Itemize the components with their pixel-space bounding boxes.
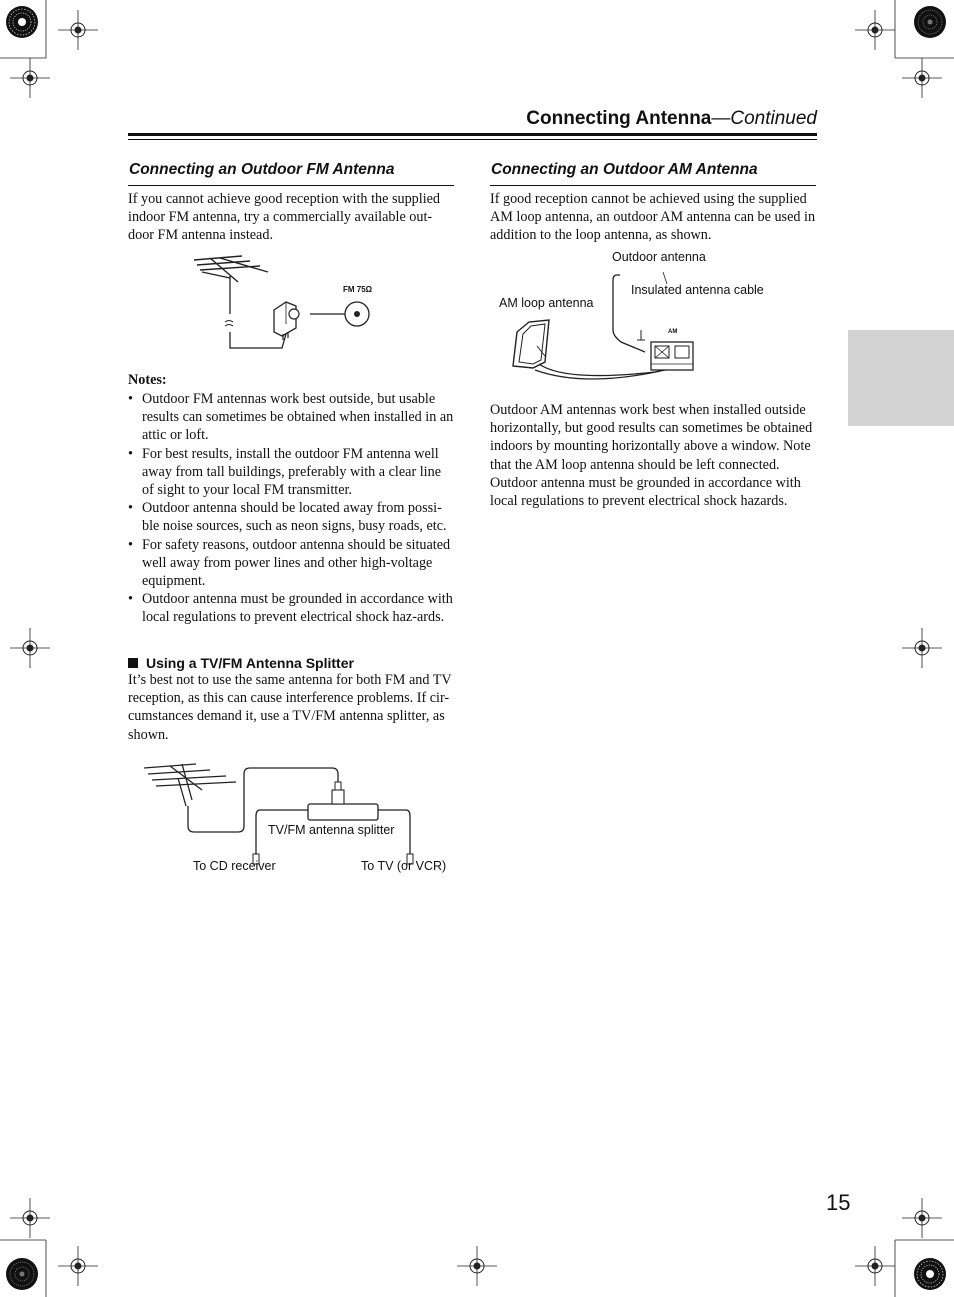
page-number: 15 <box>826 1190 851 1215</box>
section-side-tab <box>848 330 954 426</box>
header-rule-thin <box>128 139 817 140</box>
am-section-title: Connecting an Outdoor AM Antenna <box>491 161 758 178</box>
header-continued: —Continued <box>711 108 817 129</box>
fm-section-rule <box>128 185 454 186</box>
splitter-diagram <box>140 760 430 865</box>
splitter-heading <box>128 655 354 671</box>
notes-heading: Notes: <box>128 372 167 388</box>
page-header <box>0 108 817 130</box>
splitter-text: It’s best not to use the same antenna for both FM and TV reception, as this can cause interference problems. If cir-cumstances demand it, use a TV/FM antenna splitter, as shown. <box>128 672 452 743</box>
am-loop-label: AM loop antenna <box>499 296 594 310</box>
note-item: • For safety reasons, outdoor antenna should be situated well away from power lines and other high-voltage equipment. <box>128 536 456 591</box>
am-body-text: Outdoor AM antennas work best when installed outside horizontally, but good results can sometimes be obtained indoors by mounting horizontally above a window. Note that the AM loop antenna should be left connected. Outdoor antenna must be grounded in accordance with local regulations to prevent electrical shock hazards. <box>490 402 813 510</box>
note-item: • Outdoor FM antennas work best outside, but usable results can sometimes be obtained when installed in an attic or loft. <box>128 390 456 445</box>
splitter-heading-text: Using a TV/FM Antenna Splitter <box>146 655 354 671</box>
note-item: • For best results, install the outdoor FM antenna well away from tall buildings, preferably with a clear line of sight to your local FM transmitter. <box>128 445 456 500</box>
notes-list <box>128 390 456 627</box>
am-terminal-label: AM <box>668 329 678 335</box>
square-bullet-icon <box>128 658 138 668</box>
insulated-cable-label: Insulated antenna cable <box>631 283 764 297</box>
am-antenna-diagram <box>505 260 705 385</box>
fm-terminal-label: FM 75Ω <box>343 285 373 294</box>
outdoor-antenna-label: Outdoor antenna <box>612 250 706 264</box>
header-title: Connecting Antenna <box>526 108 712 129</box>
fm-intro-text: If you cannot achieve good reception with the supplied indoor FM antenna, try a commercially available out-door FM antenna instead. <box>128 191 441 244</box>
note-item: • Outdoor antenna must be grounded in accordance with local regulations to prevent electrical shock haz-ards. <box>128 590 456 626</box>
to-receiver-label: To CD receiver <box>193 859 276 873</box>
am-intro-text: If good reception cannot be achieved using the supplied AM loop antenna, an outdoor AM antenna can be used in addition to the loop antenna, as shown. <box>490 191 816 244</box>
note-item: • Outdoor antenna should be located away from possi-ble noise sources, such as neon signs, busy roads, etc. <box>128 499 456 535</box>
am-section-rule <box>490 185 816 186</box>
fm-antenna-diagram <box>190 252 390 352</box>
fm-section-title: Connecting an Outdoor FM Antenna <box>129 161 395 178</box>
splitter-label: TV/FM antenna splitter <box>268 823 395 837</box>
header-rule-thick <box>128 133 817 136</box>
to-tv-label: To TV (or VCR) <box>361 859 447 873</box>
